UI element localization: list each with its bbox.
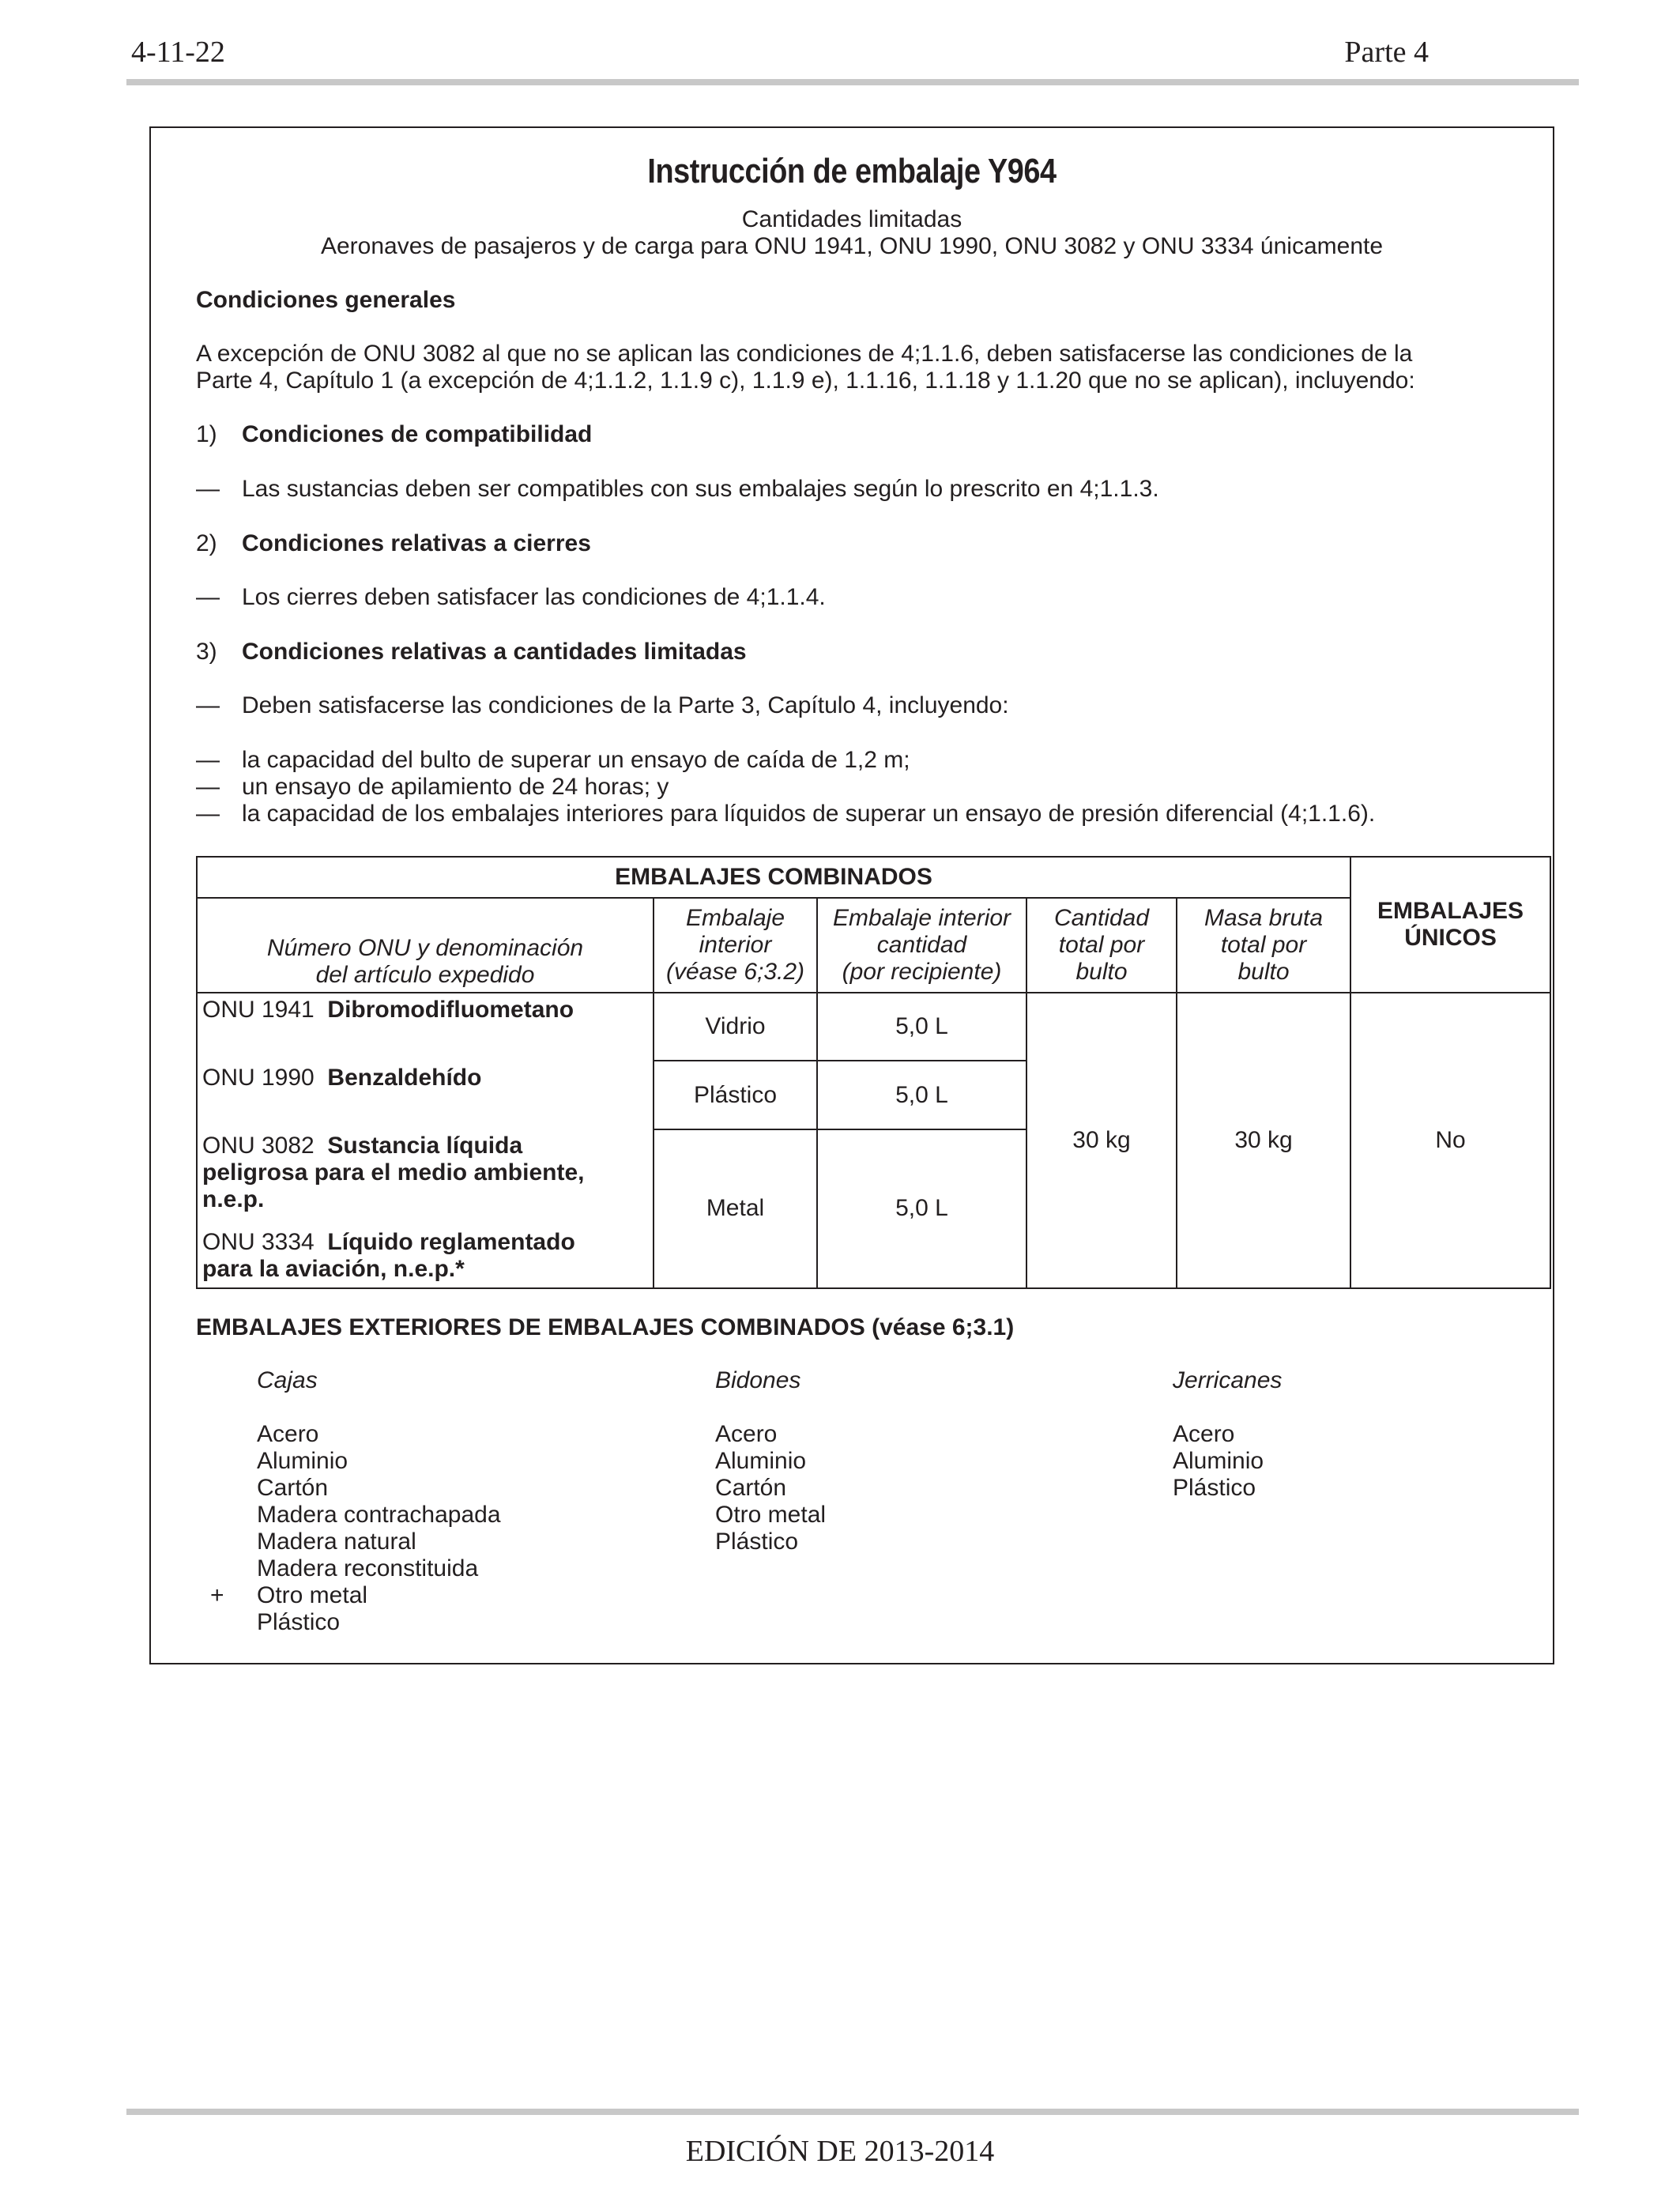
doc-title: Instrucción de embalaje Y964 <box>647 152 1057 190</box>
edition-footer: EDICIÓN DE 2013-2014 <box>685 2135 995 2168</box>
em-dash: — <box>196 476 220 502</box>
single-header-line2: ÚNICOS <box>1404 925 1497 951</box>
inner-quantity: 5,0 L <box>817 1061 1026 1129</box>
col-header-line: Masa bruta <box>1203 905 1324 931</box>
column-title: Jerricanes <box>1173 1367 1283 1393</box>
header-rule <box>126 79 1579 85</box>
single-header <box>1350 857 1550 993</box>
section-heading: Condiciones relativas a cierres <box>242 530 591 556</box>
substance-list-cell <box>197 993 654 1288</box>
page-date: 4-11-22 <box>131 36 225 69</box>
list-item <box>196 773 1539 801</box>
col-header-line: total por <box>1058 932 1145 958</box>
col-header-line: interior <box>699 932 772 958</box>
column-title: Cajas <box>257 1367 318 1393</box>
subtitle-1: Cantidades limitadas <box>741 206 962 232</box>
inner-packaging: Metal <box>654 1129 817 1288</box>
inner-packaging: Vidrio <box>654 993 817 1061</box>
substance-name: Sustancia líquida <box>327 1133 523 1159</box>
list-item: Madera natural <box>257 1529 416 1555</box>
section-text: Las sustancias deben ser compatibles con sus embalajes según lo prescrito en 4;1.1.3. <box>242 476 1159 502</box>
list-item-text: la capacidad del bulto de superar un ensayo de caída de 1,2 m; <box>242 747 910 773</box>
substance-name: Líquido reglamentado <box>327 1229 575 1255</box>
section-2-text-row <box>196 583 1460 611</box>
em-dash: — <box>196 747 220 773</box>
em-dash: — <box>196 774 220 800</box>
gross-mass-per-package: 30 kg <box>1177 993 1350 1288</box>
list-item: Aluminio <box>257 1448 348 1474</box>
general-text-line2: Parte 4, Capítulo 1 (a excepción de 4;1.1.2, 1.1.9 c), 1.1.9 e), 1.1.16, 1.1.18 y 1.1.20 que no se aplican), incluyendo: <box>196 368 1415 394</box>
plus-marker: + <box>210 1582 224 1608</box>
section-1-text-row <box>196 475 1460 503</box>
substance-3082 <box>202 1133 585 1213</box>
section-text: Deben satisfacerse las condiciones de la Parte 3, Capítulo 4, incluyendo: <box>242 692 1009 718</box>
list-item <box>196 800 1539 827</box>
list-item: Aluminio <box>715 1448 807 1474</box>
section-3-text-row <box>196 692 1460 719</box>
list-item: Madera reconstituida <box>257 1555 479 1581</box>
list-item: Plástico <box>715 1529 799 1555</box>
col-header-line: bulto <box>1075 959 1128 985</box>
substance-1990 <box>202 1065 481 1091</box>
section-heading: Condiciones relativas a cantidades limitadas <box>242 639 747 665</box>
section-2-heading-row <box>196 530 1460 557</box>
list-item: Otro metal <box>715 1502 827 1528</box>
outer-column-boxes <box>257 1367 501 1636</box>
substance-name-line: n.e.p. <box>202 1186 265 1212</box>
un-number: ONU 3082 <box>202 1133 315 1159</box>
table-row <box>197 993 1550 1061</box>
col-header-total <box>1026 898 1177 993</box>
section-number: 3) <box>196 639 217 665</box>
col-header-line: del artículo expedido <box>315 962 535 988</box>
substance-3334 <box>202 1229 575 1283</box>
list-item: Aluminio <box>1173 1448 1264 1474</box>
outer-packagings-heading: EMBALAJES EXTERIORES DE EMBALAJES COMBINADOS (véase 6;3.1) <box>196 1314 1015 1340</box>
inner-quantity: 5,0 L <box>817 993 1026 1061</box>
title-wrap <box>151 152 1553 191</box>
column-title: Bidones <box>715 1367 801 1393</box>
col-header-line: Cantidad <box>1053 905 1150 931</box>
outer-column-drums <box>715 1367 826 1555</box>
list-item: Acero <box>1173 1421 1235 1447</box>
un-number: ONU 1941 <box>202 997 315 1023</box>
section-number: 1) <box>196 421 217 447</box>
col-header-qty <box>817 898 1026 993</box>
general-text-line1: A excepción de ONU 3082 al que no se aplican las condiciones de 4;1.1.6, deben satisfacerse las condiciones de la <box>196 341 1413 367</box>
packaging-table <box>196 856 1551 1289</box>
em-dash: — <box>196 801 220 827</box>
list-item: Madera contrachapada <box>257 1502 501 1528</box>
page-part: Parte 4 <box>1344 36 1429 69</box>
list-item-text: un ensayo de apilamiento de 24 horas; y <box>242 774 669 800</box>
list-item: Cartón <box>257 1475 329 1501</box>
col-header-un <box>197 898 654 993</box>
col-header-line: Embalaje <box>685 905 785 931</box>
list-item <box>196 746 1539 774</box>
col-header-line: total por <box>1220 932 1307 958</box>
list-item: Acero <box>257 1421 319 1447</box>
section-heading: Condiciones de compatibilidad <box>242 421 593 447</box>
single-packaging-value: No <box>1350 993 1550 1288</box>
list-item: Plástico <box>1173 1475 1256 1501</box>
section-1-heading-row <box>196 420 1460 448</box>
inner-quantity: 5,0 L <box>817 1129 1026 1288</box>
list-item: Acero <box>715 1421 778 1447</box>
em-dash: — <box>196 584 220 610</box>
col-header-line: cantidad <box>876 932 967 958</box>
list-item: Otro metal <box>257 1582 368 1608</box>
substance-name-line: peligrosa para el medio ambiente, <box>202 1159 585 1186</box>
un-number: ONU 3334 <box>202 1229 315 1255</box>
list-item: Plástico <box>257 1609 341 1635</box>
table-header-row <box>197 857 1550 898</box>
section-3-heading-row <box>196 638 1460 665</box>
un-number: ONU 1990 <box>202 1065 315 1091</box>
section-number: 2) <box>196 530 217 556</box>
col-header-mass <box>1177 898 1350 993</box>
section-text: Los cierres deben satisfacer las condiciones de 4;1.1.4. <box>242 584 826 610</box>
list-item: Cartón <box>715 1475 787 1501</box>
substance-name-line: para la aviación, n.e.p.* <box>202 1256 465 1282</box>
col-header-line: (véase 6;3.2) <box>665 959 805 985</box>
list-item-text: la capacidad de los embalajes interiores para líquidos de superar un ensayo de presión diferencial (4;1.1.6). <box>242 801 1376 827</box>
combined-header: EMBALAJES COMBINADOS <box>197 857 1350 898</box>
inner-packaging: Plástico <box>654 1061 817 1129</box>
subtitle-2: Aeronaves de pasajeros y de carga para ONU 1941, ONU 1990, ONU 3082 y ONU 3334 únicamente <box>320 233 1384 259</box>
col-header-inner <box>654 898 817 993</box>
outer-column-jerricans <box>1173 1367 1282 1502</box>
total-per-package: 30 kg <box>1026 993 1177 1288</box>
substance-1941 <box>202 997 574 1023</box>
substance-name: Benzaldehído <box>327 1065 482 1091</box>
col-header-line: Embalaje interior <box>832 905 1011 931</box>
col-header-line: Número ONU y denominación <box>266 935 584 961</box>
general-heading: Condiciones generales <box>196 287 456 313</box>
packing-instruction-box <box>149 126 1554 1664</box>
table-subheader-row <box>197 898 1550 993</box>
em-dash: — <box>196 692 220 718</box>
footer-rule <box>126 2109 1579 2115</box>
substance-name: Dibromodifluometano <box>327 997 574 1023</box>
col-header-line: bulto <box>1237 959 1290 985</box>
single-header-line1: EMBALAJES <box>1377 898 1524 924</box>
col-header-line: (por recipiente) <box>842 959 1002 985</box>
